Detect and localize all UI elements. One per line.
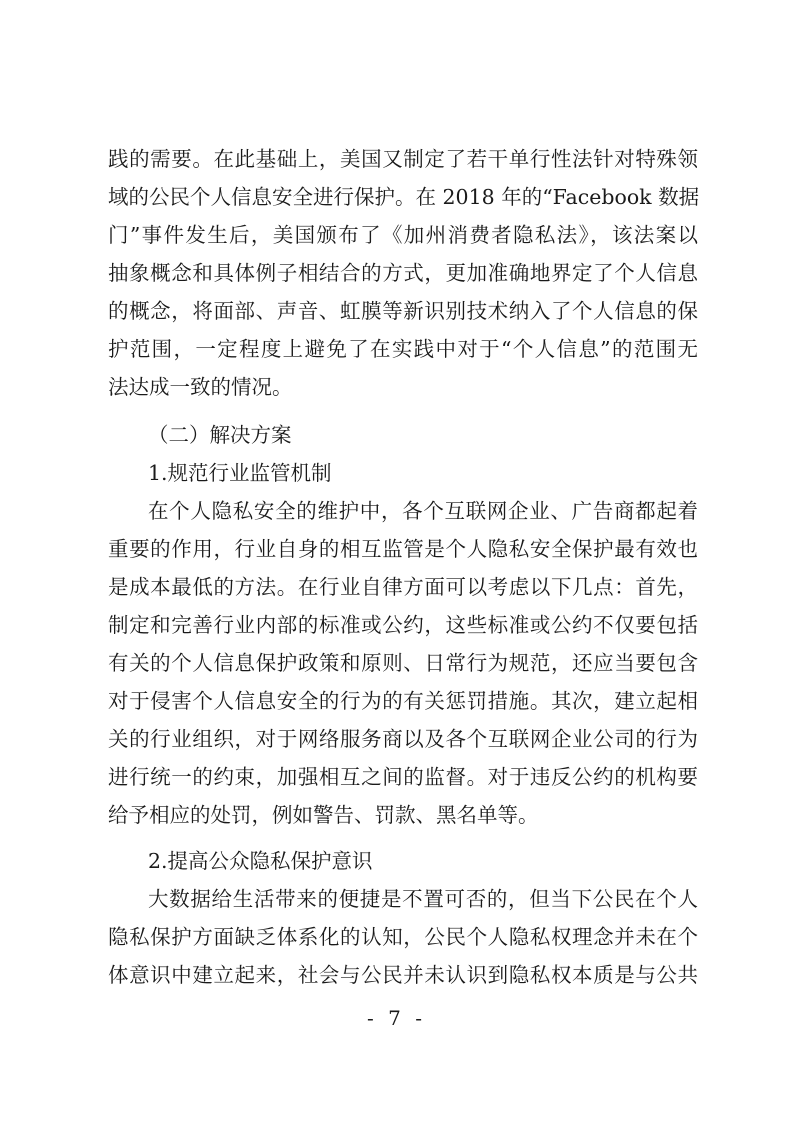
text-line: 的概念，将面部、声音、虹膜等新识别技术纳入了个人信息的保: [108, 299, 698, 323]
text-line: 在个人隐私安全的维护中，各个互联网企业、广告商都起着: [148, 499, 698, 523]
text-line: 域的公民个人信息安全进行保护。在 2018 年的“Facebook 数据: [108, 185, 700, 209]
text-line: 门”事件发生后，美国颁布了《加州消费者隐私法》，该法案以: [108, 223, 698, 247]
text-line: 重要的作用，行业自身的相互监管是个人隐私安全保护最有效也: [108, 537, 698, 561]
text-line: 是成本最低的方法。在行业自律方面可以考虑以下几点：首先，: [108, 575, 698, 599]
text-line: 护范围，一定程度上避免了在实践中对于“个人信息”的范围无: [108, 337, 698, 361]
text-line: 法达成一致的情况。: [108, 375, 293, 399]
text-line: 大数据给生活带来的便捷是不置可否的，但当下公民在个人: [148, 887, 698, 911]
text-line: 进行统一的约束，加强相互之间的监督。对于违反公约的机构要: [108, 765, 698, 789]
text-line: 隐私保护方面缺乏体系化的认知，公民个人隐私权理念并未在个: [108, 925, 698, 949]
section-heading: （二）解决方案: [148, 423, 292, 447]
text-line: 给予相应的处罚，例如警告、罚款、黑名单等。: [108, 803, 539, 827]
text-line: 制定和完善行业内部的标准或公约，这些标准或公约不仅要包括: [108, 613, 698, 637]
page-number: - 7 -: [367, 1006, 426, 1030]
text-line: 关的行业组织，对于网络服务商以及各个互联网企业公司的行为: [108, 727, 698, 751]
text-line: 对于侵害个人信息安全的行为的有关惩罚措施。其次，建立起相: [108, 689, 698, 713]
subsection-heading: 1.规范行业监管机制: [148, 461, 332, 485]
text-line: 体意识中建立起来，社会与公民并未认识到隐私权本质是与公共: [108, 963, 698, 987]
text-line: 抽象概念和具体例子相结合的方式，更加准确地界定了个人信息: [108, 261, 698, 285]
subsection-heading: 2.提高公众隐私保护意识: [148, 849, 373, 873]
text-line: 有关的个人信息保护政策和原则、日常行为规范，还应当要包含: [108, 651, 698, 675]
text-line: 践的需要。在此基础上，美国又制定了若干单行性法针对特殊领: [108, 147, 698, 171]
